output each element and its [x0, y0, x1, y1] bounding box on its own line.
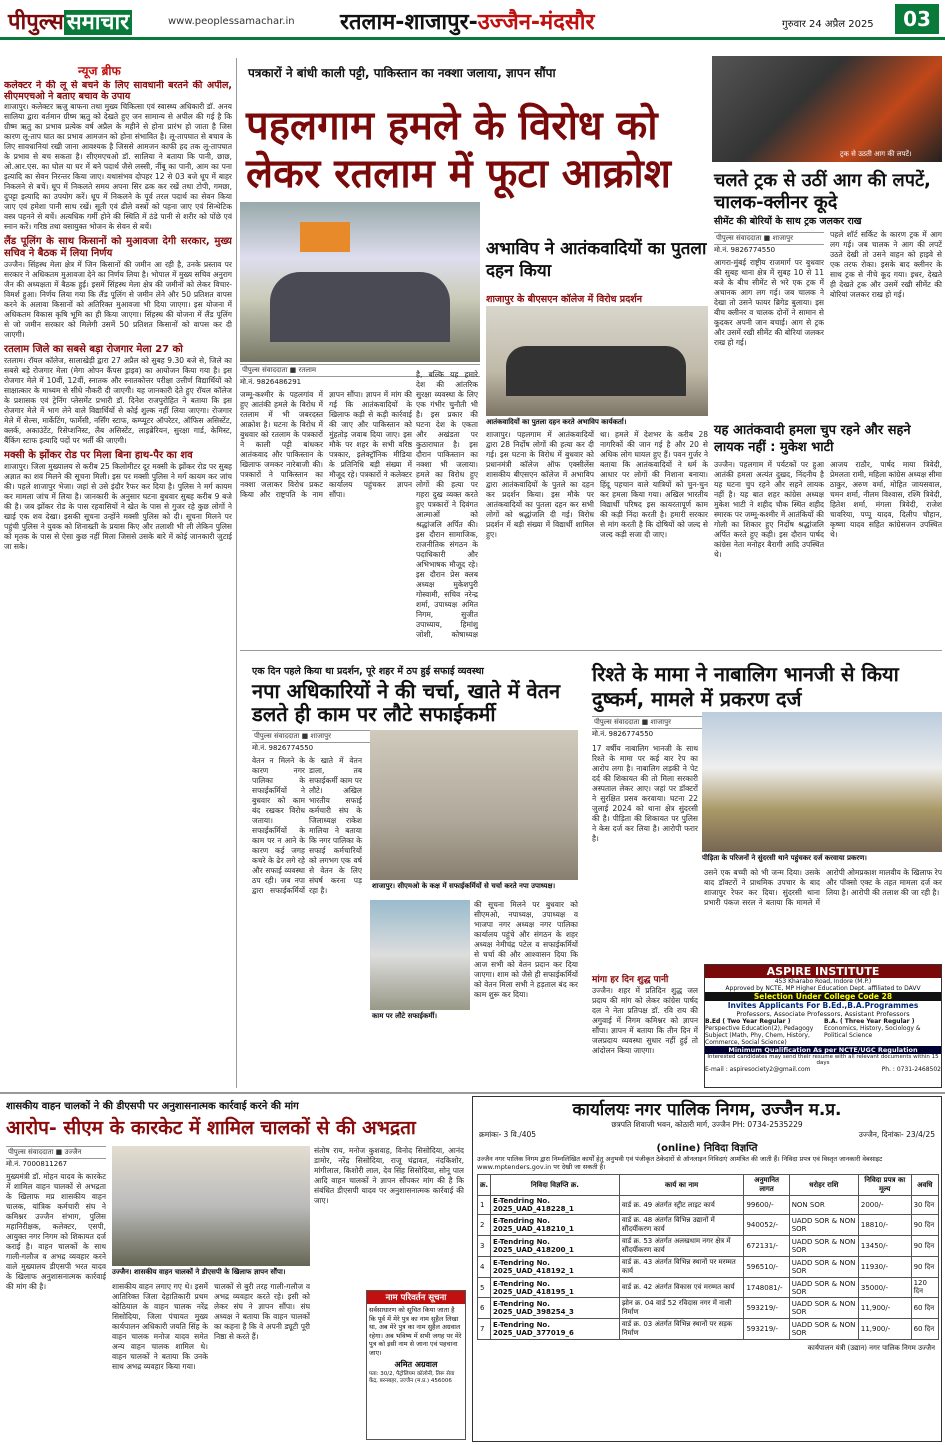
- tender-cell: 11930/-: [858, 1257, 911, 1278]
- mukesh-body-2: आजय राठौर, पार्षद माया त्रिवेदी, प्रेमलता रामी, महिला कांग्रेस अध्यक्ष सीमा ठाकुर, अरुण वर्मा, मोहित जायसवाल, चमन शर्मा, नीलम विश्वास, रश्मि त्रिवेदी, हितेश शर्मा, मंगला त्रिवेदी, राजेश चावरिया, पप्पू यादव, दिलीप चौहान, कृष्णा यादव सहित कांग्रेसजन उपस्थित थे।: [830, 460, 942, 539]
- tender-cell: UADD SOR & NON SOR: [789, 1298, 858, 1319]
- tender-cell: 3: [478, 1236, 491, 1257]
- column-divider: [236, 58, 237, 1088]
- tender-cell: 7: [478, 1319, 491, 1340]
- truck-body-1: आगरा-मुंबई राष्ट्रीय राजमार्ग पर बुधवार की सुबह थाना क्षेत्र में सुबह 10 से 11 बजे के बीच सीमेंट से भरे एक ट्रक में अचानक आग लग गई। जब चालक ने देखा तो उसने फायर ब्रिगेड बुलाया। इस बीच क्लीनर व चालक दोनों ने सामान से कूदकर अपनी जान बचाई। आग से ट्रक और उसमें रखी सीमेंट की बोरियां जलकर राख हो गई।: [714, 258, 824, 347]
- napa-mobile: मो.नं. 9826774550: [252, 744, 314, 752]
- abvp-body-1: शाजापुर। पहलगाम में आतंकवादियों द्वारा 28 निर्दोष लोगों की हत्या कर दी गई। इस घटना के विरोध में बुधवार को प्रधानमंत्री कॉलेज ऑफ एक्सीलेंस शासकीय बीएसएन कॉलेज में अभाविप द्वारा आतंकवादियों के पुतले का दहन कर प्रदर्शन किया। इस मौके पर आतंकवादियों का पुतला दहन कर सभी लोगों को श्रद्धांजलि दी गई। विरोध प्रदर्शन में बड़ी संख्या में विद्यार्थी शामिल हुए।: [486, 430, 594, 539]
- truck-body-2: पहले शॉर्ट सर्किट के कारण ट्रक में आग लग गई। जब चालक ने आग की लपटें उठते देखी तो उसने वाहन को हाइवे से एक तरफ रोका। इसके बाद क्लीनर के साथ ट्रक से नीचे कूद गया। इधर, देखते ही देखते ट्रक और उसमें रखी सीमेंट की बोरियां जलकर राख हो गई।: [830, 230, 942, 299]
- tender-cell: 99600/-: [744, 1196, 789, 1215]
- tender-cell: UADD SOR & NON SOR: [789, 1215, 858, 1236]
- vahan-kicker: शासकीय वाहन चालकों ने की डीएसपी पर अनुशासनात्मक कार्रवाई करने की मांग: [6, 1101, 299, 1112]
- tender-cell: 593219/-: [744, 1319, 789, 1340]
- vahan-body-2: शासकीय वाहन लगाए गए थे। इसमें आतिरिक्त जिला देहातिकारी प्रथम कोठियाल के वाहन चालक नरेंद्र सिसोदिया, जिला पंचायत मुख्य कार्यपालन अधिकारी जयति सिंह के वाहन चालक मनोज यादव समेत अन्य वाहन चालक शामिल थे। वाहन चालकों ने बताया कि उनके साथ अभद्र व्यवहार किया गया।: [112, 1282, 208, 1371]
- tender-cell: 672131/-: [744, 1236, 789, 1257]
- paper-url[interactable]: www.peoplessamachar.in: [168, 16, 295, 27]
- aspire-approval: Approved by NCTE, MP Higher Education Dept. affiliated to DAVV: [725, 985, 921, 992]
- tender-header-cell: कार्य का नाम: [619, 1175, 744, 1196]
- napa-caption-2: काम पर लौटे सफाईकर्मी।: [372, 1012, 438, 1020]
- vahan-photo: [112, 1146, 310, 1266]
- naam-body: सर्वसाधारण को सूचित किया जाता है कि पूर्व में मेरे पुत्र का नाम सुहैल लिखा था, अब मेरे पुत्र का नाम सुहैल अग्रवाल रहेगा। अब भविष्य में सभी जगह पर मेरे पुत्र को इसी नाम से जाना एवं पहचाना जाए।: [369, 1306, 462, 1357]
- nigam-title: कार्यालयः नगर पालिक निगम, उज्जैन म.प्र.: [572, 1100, 842, 1120]
- tender-row: [478, 1215, 939, 1236]
- naam-addr: पता: 30/2, पैट्रोलियम कॉलोनी, तिरू सेवा केंद्र, बरनबहर, उज्जैन (म.प्र.) 456006: [369, 1371, 455, 1384]
- tender-sign: कार्यपालन यंत्री (उद्यान) नगर पालिक निगम उज्जैन: [807, 1344, 935, 1352]
- main-body-1: जम्मू-कश्मीर के पहलगांव में हुए आतंकी हमले के विरोध में रतलाम में भी जबरदस्त आक्रोश है। घटना के विरोध में बुधवार को रतलाम के पत्रकारों ने काली पट्टी बांधकर आतंकवाद और पाकिस्तान के खिलाफ जमकर नारेबाजी की। पत्रकारों ने पाकिस्तान का नक्शा जलाकर विरोध प्रकट किया और राष्ट्रपति के नाम ज्ञापन सौंपा। ज्ञापन में मांग की गई कि आतंकवादियों के खिलाफ कड़ी से कड़ी कार्रवाई की जाए और पाकिस्तान को मुंहतोड़ जवाब दिया जाए। इस मौके पर शहर के सभी वरिष्ठ पत्रकार, इलेक्ट्रॉनिक मीडिया के प्रतिनिधि बड़ी संख्या में मौजूद रहे। पत्रकारों ने कलेक्टर कार्यालय पहुंचकर ज्ञापन सौंपा।: [240, 390, 412, 499]
- tender-cell: E-Tendring No. 2025_UAD_377019_6: [491, 1319, 620, 1340]
- napa-caption-1: शाजापुर। सीएमओ के कक्ष में सफाईकर्मियों से चर्चा करते नपा उपाध्यक्ष।: [372, 882, 556, 890]
- tender-cell: वार्ड क्र. 43 अंतर्गत विभिन्न स्थानों पर मरम्मत कार्य: [619, 1257, 744, 1278]
- nigam-kramank: क्रमांकः- 3 वि./405: [479, 1130, 537, 1139]
- tender-cell: वार्ड क्र. 49 अंतर्गत स्ट्रीट लाइट कार्य: [619, 1196, 744, 1215]
- tender-cell: 11,900/-: [858, 1319, 911, 1340]
- protest-photo: [240, 202, 480, 362]
- brief-body-3: रतलाम। रॉयल कॉलेज, सालाखेड़ी द्वारा 27 अप्रैल को सुबह 9.30 बजे से, जिले का सबसे बड़े रोजगार मेला (मेगा ओपन कैंपस ड्राइव) का आयोजन किया गया है। इस रोजगार मेले में 10वीं, 12वीं, स्नातक और स्नातकोत्तर परीक्षा उत्तीर्ण विद्यार्थियों को साक्षात्कार के माध्यम से सीधे नौकरी दी जाएगी। यह जानकारी देते हुए रॉयल कॉलेज के प्रशासक एवं ट्रेनिंग प्लेसमेंट प्रभारी डॉ. दिनेश राजपुरोहित ने बताया कि इस रोजगार मेले में भाग लेने वाले विद्यार्थियों से कोई शुल्क नहीं लिया जाएगा। रोजगार मेले में सेल्स, मार्केटिंग, फार्मेसी, नर्सिंग स्टाफ, कम्प्यूटर ऑपरेटर, ऑफिस असिस्टेंट, क्लर्क, अकाउंटेंट, रिसेप्शनिस्ट, लैब असिस्टेंट, लाइब्रेरियन, सुरक्षा गार्ड, केमिस्ट, बैंकिंग स्टाफ इत्यादि पदों पर भर्ती की जाएगी।: [4, 356, 232, 445]
- edition-cities: रतलाम-शाजापुर-उज्जैन-मंदसौर: [340, 10, 595, 35]
- tender-cell: UADD SOR & NON SOR: [789, 1278, 858, 1298]
- news-brief-title: न्यूज ब्रीफ: [78, 62, 168, 78]
- vahan-body-3: चालकों से बुरी तरह गाली-गलौज व अभद्र व्यवहार करते रहे। इसी को लेकर संघ ने ज्ञापन सौंपा। संघ अध्यक्ष ने बताया कि वाहन चालकों का कहना है कि वे अपनी ड्यूटी पूरी निष्ठा से करते हैं।: [214, 1282, 310, 1341]
- brief-headline-1: कलेक्टर ने की लू से बचने के लिए सावधानी बरतने की अपील, सीएमएचओ ने बताए बचाव के उपाय: [4, 80, 232, 102]
- tender-cell: 5: [478, 1278, 491, 1298]
- news-brief-column: [4, 80, 232, 1090]
- abvp-sub: शाजापुर के बीएसएन कॉलेज में विरोध प्रदर्शन: [486, 294, 642, 305]
- section-rule: [240, 650, 942, 651]
- tender-cell: 593219/-: [744, 1298, 789, 1319]
- brief-headline-4: मक्सी के झोंकर रोड पर मिला बिना हाथ-पैर का शव: [4, 450, 193, 461]
- tender-cell: 90 दिन: [911, 1215, 938, 1236]
- tender-header-cell: क्र.: [478, 1175, 491, 1196]
- tender-table: [477, 1174, 939, 1340]
- napa-body-1: वेतन न मिलने के कारण नगर पालिका के सफाईकर्मियों ने बुधवार को काम बंद रखकर विरोध जताया। सफाईकर्मियों के काम पर न आने के कारण कई जगह कचरे के ढेर लगे रहे और सफाई व्यवस्था ठप रही। जब नपा द्वारा सफाईकर्मियों के खाते में वेतन डाला, तब सफाईकर्मी काम पर लौटे। अखिल भारतीय सफाई कर्मचारी संघ के जिलाध्यक्ष राकेश मालिया ने बताया कि नगर पालिका के सफाई कर्मचारियों को लगभग एक वर्ष से वेतन के लिए संघर्ष करना पड़ रहा है।: [252, 756, 362, 895]
- tender-cell: वार्ड क्र. 42 अंतर्गत विकास एवं मरम्मत कार्य: [619, 1278, 744, 1298]
- napa-meeting-photo: [370, 730, 578, 880]
- brief-body-4: शाजापुर। जिला मुख्यालय से करीब 25 किलोमीटर दूर मक्सी के झोंकर रोड पर सुबह अज्ञात का शव मिलने की सूचना मिली। इस पर मक्सी पुलिस ने मर्ग कायम कर जांच की। पहले शाजापुर भेजा। जहां से उसे इंदौर रैफर कर दिया है। पुलिस ने मर्ग कायम कर मामला जांच में लिया है। जानकारी के अनुसार घटना बुधवार सुबह करीब 9 बजे की है। जब झोंकर रोड के पास रहवासियों ने खेत के पास से गुजर रहे कुछ लोगों ने खाई एक शव देखा। इसकी सूचना उन्होंने मक्सी पुलिस को दी। सूचना मिलने पर पहुंची पुलिस ने युवक को शिनाख्ती के प्रयास किए और तलाशी भी ली लेकिन पुलिस को मृतक के पास से ऐसा कुछ नहीं मिला जिससे उसके बारे में कोई जानकारी जुटाई जा सके।: [4, 462, 232, 551]
- naam-name: अमित अग्रवाल: [394, 1360, 438, 1369]
- water-body: उज्जैन। शहर में प्रतिदिन शुद्ध जल प्रदाय की मांग को लेकर कांग्रेस पार्षद दल ने नेता प्रतिपक्ष डॉ. रवि राय की अगुवाई में निगम कमिश्नर को ज्ञापन सौंपा। ज्ञापन में बताया कि तीन दिन में जलप्रदाय व्यवस्था सुधार नहीं हुई तो आंदोलन किया जाएगा।: [592, 986, 698, 1055]
- tender-intro: उज्जैन नगर पालिक निगम द्वारा निम्नलिखित कार्यों हेतु अनुभवी एवं पंजीकृत ठेकेदारों से ऑनलाइन निविदाएं आमंत्रित की जाती हैं। निविदा प्रपत्र एवं विस्तृत जानकारी वेबसाइट www.mptenders.gov.in पर देखी जा सकती है।: [477, 1155, 883, 1171]
- truck-sub: सीमेंट की बोरियों के साथ ट्रक जलकर राख: [714, 216, 862, 227]
- truck-caption: ट्रक से उठती आग की लपटें।: [840, 150, 912, 158]
- tender-cell: वार्ड क्र. 03 अंतर्गत विभिन्न स्थानों पर सड़क निर्माण: [619, 1319, 744, 1340]
- tender-cell: E-Tendring No. 2025_UAD_398254_3: [491, 1298, 620, 1319]
- tender-row: [478, 1278, 939, 1298]
- napa-sweeper-photo: [370, 900, 470, 1010]
- rishte-headline: रिश्ते के मामा ने नाबालिग भानजी से किया दुष्कर्म, मामले में प्रकरण दर्ज: [592, 662, 899, 711]
- aspire-ad[interactable]: [704, 964, 942, 1088]
- tender-cell: 4: [478, 1257, 491, 1278]
- nigam-address: छत्रपति शिवाजी भवन, कोठारी मार्ग, उज्जैन PH: 0734-2535229: [611, 1120, 803, 1129]
- paper-logo: पीपुल्स समाचार: [8, 6, 132, 36]
- name-change-notice: [366, 1290, 466, 1440]
- tender-row: [478, 1319, 939, 1340]
- tender-cell: 30 दिन: [911, 1196, 938, 1215]
- tender-cell: UADD SOR & NON SOR: [789, 1236, 858, 1257]
- truck-headline: चलते ट्रक से उठीं आग की लपटें, चालक-क्लीनर कूदे: [714, 170, 931, 213]
- rishte-body-1: 17 वर्षीय नाबालिग भानजी के साथ रिश्ते के मामा पर कई बार रेप का आरोप लगा है। नाबालिग लड़की ने पेट दर्द की शिकायत की तो मिला सरकारी अस्पताल लेकर आए। जहां पर डॉक्टरों ने सुरक्षित प्रसव करवाया। घटना 22 जुलाई 2024 को थाना क्षेत्र सुंदरसी की है। पीड़िता की शिकायत पर पुलिस ने केस दर्ज कर लिया है। आरोपी फरार है।: [592, 744, 698, 843]
- mukesh-body-1: उज्जैन। पहलगाम में पर्यटकों पर हुआ आतंकी हमला अत्यंत दुखद, निंदनीय है यह घटना चुप रहने और सहने लायक नहीं है। यह बात शहर कांग्रेस अध्यक्ष मुकेश भाटी ने शहीद चौक स्थित शहीद स्मारक पर जम्मू-कश्मीर में आतंकियों की गोली का शिकार हुए निर्दोष श्रद्धांजलि अर्पित करते हुए कही। इस दौरान पार्षद कांग्रेस नेता मनोहर बैरागी आदि उपस्थित थे।: [714, 460, 824, 559]
- truck-fire-photo: [712, 56, 942, 162]
- tender-cell: E-Tendring No. 2025_UAD_418200_1: [491, 1236, 620, 1257]
- truck-mobile: मो.नं. 9826774550: [714, 246, 776, 254]
- napa-kicker: एक दिन पहले किया था प्रदर्शन, पूरे शहर में ठप हुई सफाई व्यवस्था: [252, 666, 484, 677]
- brief-headline-2: लैंड पूलिंग के साथ किसानों को मुआवजा देगी सरकार, मुख्य सचिव ने बैठक में लिया निर्णय: [4, 236, 232, 259]
- tender-cell: 13450/-: [858, 1236, 911, 1257]
- tender-cell: 6: [478, 1298, 491, 1319]
- main-byline: पीपुल्स संवाददाता ■ रतलाम: [240, 364, 480, 377]
- tender-cell: 940052/-: [744, 1215, 789, 1236]
- issue-date: गुरुवार 24 अप्रैल 2025: [782, 19, 874, 30]
- nigam-date: उज्जैन, दिनांकः- 23/4/25: [858, 1130, 935, 1139]
- tender-cell: E-Tendring No. 2025_UAD_418195_1: [491, 1278, 620, 1298]
- tender-cell: E-Tendring No. 2025_UAD_418228_1: [491, 1196, 620, 1215]
- tender-cell: 35000/-: [858, 1278, 911, 1298]
- aspire-bed-sub: Perspective Education(2), Pedagogy Subject (Math, Phy, Chem, History, Commerce, Social Science): [705, 1025, 814, 1046]
- naam-title: नाम परिवर्तन सूचना: [367, 1291, 465, 1304]
- tender-cell: 11,900/-: [858, 1298, 911, 1319]
- tender-cell: वार्ड क्र. 48 अंतर्गत विभिन्न उद्यानों में सौंदर्यीकरण कार्य: [619, 1215, 744, 1236]
- brief-body-2: उज्जैन। सिंहस्थ मेला क्षेत्र में जिन किसानों की जमीन आ रही है, उनके प्रस्ताव पर सरकार ने अधिकतम मुआवजा देने का निर्णय लिया है। भोपाल में मुख्य सचिव अनुराग जैन की अध्यक्षता में बैठक हुई। इसमें सिंहस्थ मेला क्षेत्र की जमीनों को लेकर विचार-विमर्श हुआ। निर्णय लिया गया कि लैंड पूलिंग से जमीन लेने और 50 प्रतिशत वापस करने के अलावा किसानों को अतिरिक्त मुआवजा भी दिया जाएगा। इस योजना में अधिकतम विकास कृषि भूमि का ही किया जाएगा। सिंहस्थ की योजना में लैंड पूलिंग से जो जमीन सरकार को मिलेगी उसमें 50 प्रतिशत किसानों को वापस कर दी जाएगी।: [4, 260, 232, 339]
- tender-cell: 1: [478, 1196, 491, 1215]
- tender-cell: 18810/-: [858, 1215, 911, 1236]
- napa-byline: पीपुल्स संवाददाता ■ शाजापुर: [252, 730, 372, 743]
- rishte-body-2: उसने एक बच्ची को भी जन्म दिया। उसके बाद डॉक्टरों ने प्राथमिक उपचार के बाद शाजापुर रेफर कर दिया। सुंदरसी थाना प्रभारी पंकज सरल ने बताया कि मामले में आरोपी ओमप्रकाश मालवीय के खिलाफ रेप और पॉक्सो एक्ट के तहत मामला दर्ज कर लिया है। आरोपी की तलाश की जा रही है।: [704, 868, 942, 907]
- aspire-prof: Professors, Associate Professors, Assistant Professors: [736, 1010, 910, 1018]
- tender-cell: E-Tendring No. 2025_UAD_418192_1: [491, 1257, 620, 1278]
- tender-cell: वार्ड क्र. 53 अंतर्गत अलखधाम नगर क्षेत्र में सौंदर्यीकरण कार्य: [619, 1236, 744, 1257]
- police-station-photo: [702, 712, 942, 852]
- mukesh-headline: यह आतंकवादी हमला चुप रहने और सहने लायक नहीं : मुकेश भाटी: [714, 423, 911, 455]
- tender-cell: UADD SOR & NON SOR: [789, 1319, 858, 1340]
- brief-headline-3: रतलाम जिले का सबसे बड़ा रोजगार मेला 27 को: [4, 344, 183, 355]
- truck-byline: पीपुल्स संवाददाता ■ शाजापुर: [714, 232, 824, 245]
- main-mobile: मो.नं. 9826486291: [240, 378, 302, 386]
- aspire-bed: B.Ed ( Two Year Regular ): [705, 1018, 791, 1025]
- main-kicker: पत्रकारों ने बांधी काली पट्टी, पाकिस्तान का नक्शा जलाया, ज्ञापन सौंपा: [248, 66, 556, 80]
- tender-row: [478, 1298, 939, 1319]
- tender-cell: 120 दिन: [911, 1278, 938, 1298]
- page-number: 03: [895, 4, 939, 34]
- vahan-mobile: मो.नं. 7000811267: [6, 1160, 68, 1168]
- tender-header-cell: निविदा विज्ञप्ति क्र.: [491, 1175, 620, 1196]
- brief-body-1: शाजापुर। कलेक्टर ऋजु बाफना तथा मुख्य चिकित्सा एवं स्वास्थ्य अधिकारी डॉ. अनय सालिया द्वारा वर्तमान ग्रीष्म ऋतु को देखते हुए जन सामान्य से अपील की गई है कि ग्रीष्म ऋतु का प्रभाव प्रत्येक वर्ष अप्रैल के महीने से होना प्रारंभ हो जाता है जिस कारण लू-ताप घात का प्रभाव आमजन को होना संभावित है। लू-तापघात से बचाव के लिए सावधानियां रखी जाना आवश्यक है जिससे आमजन काफी हद तक लू-तापघात के प्रभाव से बच सकता है। सीएमएचओ डॉ. सालिया ने बताया कि पानी, छाछ, ओ.आर.एस. का घोल या घर में बने पदार्थ जैसे लस्सी, नींबू का पानी, आम का पना इत्यादि का सेवन निरन्तर किया जाए। यथासंभव दोपहर 12 से 03 बजे धूप में बाहर निकलने से बचें। धूप में निकलते समय अपना सिर ढक कर रखें तथा टोपी, गमछा, दुपट्टा इत्यादि का उपयोग करें। धूप में निकलने के पूर्व तरल पदार्थ का सेवन किया जाए एवं हमेशा पानी साथ रखें। सूती एवं ढीले वस्त्रों को पहना जाए एवं सिन्थेटिक वस्त्र पहनने से बचें। अत्यधिक गर्मी होने की स्थिति में ठंडे पानी से शरीर को पोंछे एवं स्नान करें। गरिष्ठ तथा वसायुक्त भोजन के सेवन से बचें।: [4, 102, 232, 231]
- tender-cell: झोन क्र. 04 वार्ड 52 रविदास नगर में नाली निर्माण: [619, 1298, 744, 1319]
- rishte-byline: पीपुल्स संवाददाता ■ शाजापुर: [592, 716, 702, 729]
- vahan-caption: उज्जैन। शासकीय वाहन चालकों ने डीएसपी के खिलाफ ज्ञापन सौंपा।: [112, 1268, 286, 1276]
- tender-row: [478, 1236, 939, 1257]
- aspire-ba-sub: Economics, History, Sociology & Political Science: [824, 1025, 921, 1039]
- tender-row: [478, 1196, 939, 1215]
- aspire-ba: B.A. ( Three Year Regular ): [824, 1018, 915, 1025]
- rishte-caption: पीड़िता के परिजनों ने सुंदरसी थाने पहुंचकर दर्ज करवाया प्रकरण।: [702, 854, 867, 862]
- aspire-invites: Invites Applicants For B.Ed.,B.A.Programmes: [727, 1001, 919, 1010]
- section-rule: [0, 1092, 945, 1094]
- tender-cell: 60 दिन: [911, 1298, 938, 1319]
- aspire-note: Interested candidates may send their resume with all relevant documents within 15 days: [707, 1054, 939, 1066]
- vahan-byline: पीपुल्स संवाददाता ■ उज्जैन: [6, 1146, 106, 1159]
- tender-cell: 60 दिन: [911, 1319, 938, 1340]
- tender-header-cell: धरोहर राशि: [789, 1175, 858, 1196]
- vahan-headline: आरोप- सीएम के कारकेट में शामिल चालकों से की अभद्रता: [6, 1117, 416, 1139]
- abvp-headline: अभाविप ने आतंकवादियों का पुतला दहन किया: [486, 239, 707, 281]
- aspire-selection: Selection Under College Code 28: [705, 992, 941, 1001]
- aspire-qual: Minimum Qualification As per NCTE/UGC Regulation: [705, 1046, 941, 1054]
- abvp-photo: [486, 306, 708, 416]
- vahan-body-4: संतोष राय, मनोज कुशवाह, विनोद सिसोदिया, आनंद डामोर, नरेंद्र सिसोदिया, राजू चंद्रावत, नंदकिशोर, मांगीलाल, किशोरी लाल, देव सिंह सिसोदिया, सोनू पाल आदि वाहन चालकों ने ज्ञापन सौंपकर मांग की है कि संबंधित डीएसपी यादव पर अनुशासनात्मक कार्रवाई की जाए।: [314, 1146, 464, 1205]
- tender-cell: 90 दिन: [911, 1236, 938, 1257]
- napa-headline: नपा अधिकारियों ने की चर्चा, खाते में वेतन डलते ही काम पर लौटे सफाईकर्मी: [252, 679, 561, 726]
- aspire-name: ASPIRE INSTITUTE: [705, 965, 941, 978]
- tender-title: (online) निविदा विज्ञप्ति: [656, 1143, 758, 1154]
- napa-body-2: की सूचना मिलने पर बुधवार को सीएमओ, नपाध्यक्ष, उपाध्यक्ष व भाजपा नगर अध्यक्ष नगर पालिका कार्यालय पहुंचे और संगठन के शहर अध्यक्ष नेमीचंद्र पटेल व सफाईकर्मियों से चर्चा की और आश्वासन दिया कि आज सभी को वेतन प्रदान कर दिया जाएगा। शाम को जैसे ही सफाईकर्मियों को वेतन मिला सभी ने हड़ताल बंद कर काम शुरू कर दिया।: [474, 900, 578, 999]
- abvp-body-2: था। हमले में देशभर के करीब 28 नागरिकों की जान गई है और 20 से अधिक लोग घायल हुए हैं। पवन गुर्जर ने बताया कि आतंकवादियों ने धर्म के आधार पर लोगों की निशाना बनाया। हिंदू पहचान वाले यात्रियों को चुन-चुन कर हमला किया गया। अखिल भारतीय विद्यार्थी परिषद इस कायरतापूर्ण काम की कड़ी निंदा करती है। हमारी सरकार से मांग करती है कि दोषियों को जल्द से जल्द कड़ी सजा दी जाए।: [600, 430, 708, 539]
- tender-row: [478, 1257, 939, 1278]
- main-headline: पहलगाम हमले के विरोध को लेकर रतलाम में फूटा आक्रोश: [246, 103, 671, 197]
- tender-cell: NON SOR: [789, 1196, 858, 1215]
- water-headline: मांगा हर दिन शुद्ध पानी: [592, 975, 669, 985]
- abvp-caption: आतंकवादियों का पुतला दहन करते अभाविप कार्यकर्ता।: [486, 418, 627, 426]
- tender-header-cell: अनुमानित लागत: [744, 1175, 789, 1196]
- vahan-body-1: मुख्यमंत्री डॉ. मोहन यादव के कारकेट में शामिल वाहन चालकों से अभद्रता के खिलाफ मप्र शासकीय वाहन चालक, यांत्रिक कर्मचारी संघ ने कमिश्नर उज्जैन संभाग, पुलिस महानिरीक्षक, कलेक्टर, एसपी, आयुक्त नगर निगम को शिकायत दर्ज कराई है। वाहन चालकों के साथ गाली-गलौज व अभद्र व्यवहार करने वाले मुख्यालय डीएसपी भरत यादव के खिलाफ अनुशासनात्मक कार्रवाई की मांग की है।: [6, 1172, 106, 1291]
- aspire-email[interactable]: E-mail : aspiresociety2@gmail.com: [705, 1066, 811, 1073]
- aspire-phone: Ph. : 0731-2468502: [881, 1066, 941, 1073]
- tender-header-cell: अवधि: [911, 1175, 938, 1196]
- tender-cell: E-Tendring No. 2025_UAD_418210_1: [491, 1215, 620, 1236]
- tender-header-cell: निविदा प्रपत्र का मूल्य: [858, 1175, 911, 1196]
- tender-cell: 2000/-: [858, 1196, 911, 1215]
- tender-cell: 596510/-: [744, 1257, 789, 1278]
- tender-cell: 1748081/-: [744, 1278, 789, 1298]
- tender-cell: 90 दिन: [911, 1257, 938, 1278]
- aspire-address: 453 Kharabo Road, Indore (M.P.): [774, 978, 872, 985]
- main-body-2: है, बल्कि यह हमारे देश की आंतरिक सुरक्षा व्यवस्था के लिए एक गंभीर चुनौती भी है। इस प्रकार की घटना देश के एकता और अखंडता पर कुठाराघात है। इस दौरान पाकिस्तान का नक्शा भी जलाया। हमले का विरोध हुए लोगों की हत्या पर गहरा दुख व्यक्त करते हुए पत्रकारों ने दिवंगत आत्माओं को श्रद्धांजलि अर्पित की। इस दौरान सामाजिक, राजनीतिक संगठन के पदाधिकारी और अभिभाषक मौजूद रहे। इस दौरान प्रेस क्लब अध्यक्ष मुकेशपुरी गोस्वामी, सचिव नरेन्द्र शर्मा, उपाध्यक्ष अमित निगम, सुजीत उपाध्याय, हिमांशु जोशी, कोषाध्यक्ष: [416, 370, 478, 639]
- tender-cell: UADD SOR & NON SOR: [789, 1257, 858, 1278]
- rishte-mobile: मो.नं. 9826774550: [592, 730, 654, 738]
- tender-notice: [472, 1096, 942, 1442]
- tender-cell: 2: [478, 1215, 491, 1236]
